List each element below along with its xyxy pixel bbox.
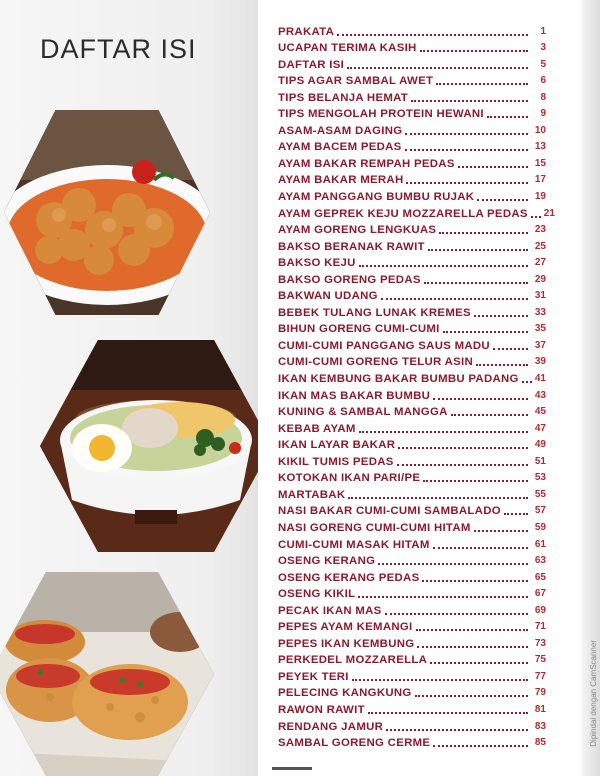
- toc-entry-label: BAKSO BERANAK RAWIT: [278, 240, 425, 253]
- toc-entry-page: 47: [534, 422, 546, 434]
- toc-entry-page: 33: [534, 306, 546, 318]
- toc-leader-dots: [347, 67, 528, 69]
- toc-entry-label: CUMI-CUMI PANGGANG SAUS MADU: [278, 339, 490, 352]
- scanner-watermark: Dipindai dengan CamScanner: [589, 640, 598, 747]
- toc-entry-label: KIKIL TUMIS PEDAS: [278, 455, 394, 468]
- toc-entry-page: 23: [534, 224, 546, 236]
- toc-entry-page: 41: [534, 373, 546, 385]
- toc-entry-label: PERKEDEL MOZZARELLA: [278, 654, 428, 667]
- toc-entry: [278, 601, 546, 618]
- toc-entry-page: 5: [540, 58, 546, 70]
- toc-entry-label: AYAM BAKAR MERAH: [278, 174, 404, 187]
- toc-leader-dots: [415, 695, 528, 697]
- toc-entry: [278, 221, 546, 238]
- toc-leader-dots: [433, 398, 528, 400]
- toc-entry-page: 15: [534, 157, 546, 169]
- page-title: DAFTAR ISI: [40, 34, 197, 64]
- toc-entry-page: 29: [534, 273, 546, 285]
- toc-entry-page: 13: [534, 141, 546, 153]
- toc-entry-page: 85: [534, 737, 546, 749]
- toc-entry: [278, 651, 546, 668]
- toc-entry-label: BIHUN GORENG CUMI-CUMI: [278, 323, 440, 336]
- toc-leader-dots: [405, 149, 528, 151]
- toc-leader-dots: [424, 282, 528, 284]
- toc-entry: [278, 55, 546, 72]
- toc-leader-dots: [378, 563, 528, 565]
- toc-leader-dots: [386, 729, 528, 731]
- toc-entry-page: 1: [540, 25, 546, 37]
- toc-leader-dots: [474, 315, 528, 317]
- toc-entry: [278, 734, 546, 751]
- toc-entry-label: AYAM GEPREK KEJU MOZZARELLA PEDAS: [278, 207, 528, 220]
- food-photo-rice-bowl: [40, 340, 272, 552]
- right-page: [258, 0, 600, 776]
- toc-entry: [278, 72, 546, 89]
- food-photo-fried-calamari: [4, 110, 210, 315]
- footer-mark: [272, 767, 312, 770]
- toc-entry: [278, 287, 546, 304]
- toc-entry-label: BAKSO KEJU: [278, 257, 356, 270]
- toc-leader-dots: [430, 662, 528, 664]
- toc-entry-page: 71: [534, 621, 546, 633]
- toc-entry-page: 55: [534, 488, 546, 500]
- toc-entry-page: 65: [534, 571, 546, 583]
- toc-entry: [278, 568, 546, 585]
- toc-entry: [278, 419, 546, 436]
- toc-leader-dots: [359, 431, 528, 433]
- toc-entry-label: IKAN LAYAR BAKAR: [278, 439, 396, 452]
- toc-entry-page: 6: [540, 75, 546, 87]
- toc-leader-dots: [433, 547, 528, 549]
- toc-leader-dots: [487, 116, 528, 118]
- toc-entry-label: DAFTAR ISI: [278, 58, 345, 71]
- toc-entry-page: 9: [540, 108, 546, 120]
- toc-entry-page: 49: [534, 439, 546, 451]
- toc-entry-page: 10: [534, 124, 546, 136]
- toc-entry: [278, 237, 546, 254]
- toc-entry-label: TIPS BELANJA HEMAT: [278, 91, 409, 104]
- toc-entry-page: 51: [534, 455, 546, 467]
- toc-leader-dots: [420, 50, 528, 52]
- toc-entry: [278, 386, 546, 403]
- toc-entry-page: 21: [543, 207, 555, 219]
- rice-bowl-image: [40, 340, 272, 552]
- toc-entry: [278, 154, 546, 171]
- toc-entry-label: KUNING & SAMBAL MANGGA: [278, 406, 448, 419]
- table-of-contents: [278, 22, 555, 750]
- toc-leader-dots: [398, 447, 528, 449]
- toc-leader-dots: [359, 265, 528, 267]
- toc-entry-label: NASI GORENG CUMI-CUMI HITAM: [278, 521, 471, 534]
- toc-entry-label: RAWON RAWIT: [278, 703, 365, 716]
- toc-entry-label: KOTOKAN IKAN PARI/PE: [278, 472, 421, 485]
- toc-leader-dots: [348, 497, 528, 499]
- toc-entry: [278, 618, 546, 635]
- toc-leader-dots: [531, 216, 541, 218]
- toc-entry-page: 67: [534, 588, 546, 600]
- toc-entry-page: 59: [534, 521, 546, 533]
- toc-entry: [278, 585, 546, 602]
- toc-leader-dots: [493, 348, 528, 350]
- toc-entry-page: 63: [534, 555, 546, 567]
- toc-entry: [278, 684, 546, 701]
- toc-entry-label: SAMBAL GORENG CERME: [278, 737, 431, 750]
- toc-leader-dots: [433, 745, 528, 747]
- toc-entry-page: 81: [534, 703, 546, 715]
- toc-leader-dots: [436, 83, 528, 85]
- toc-entry: [278, 187, 546, 204]
- toc-entry-label: KEBAB AYAM: [278, 422, 356, 435]
- toc-entry-label: TIPS AGAR SAMBAL AWET: [278, 75, 434, 88]
- toc-leader-dots: [522, 381, 532, 383]
- toc-leader-dots: [411, 100, 528, 102]
- toc-leader-dots: [358, 596, 528, 598]
- toc-leader-dots: [416, 629, 528, 631]
- toc-entry-page: 43: [534, 389, 546, 401]
- toc-entry-label: OSENG KERANG PEDAS: [278, 571, 420, 584]
- toc-entry: [278, 303, 546, 320]
- toc-leader-dots: [417, 646, 528, 648]
- toc-entry-label: IKAN MAS BAKAR BUMBU: [278, 389, 431, 402]
- toc-entry-page: 69: [534, 604, 546, 616]
- toc-entry-page: 39: [534, 356, 546, 368]
- toc-entry: [278, 88, 546, 105]
- toc-entry-label: AYAM BACEM PEDAS: [278, 141, 402, 154]
- toc-entry-page: 45: [534, 406, 546, 418]
- toc-leader-dots: [381, 298, 528, 300]
- toc-leader-dots: [405, 133, 528, 135]
- toc-entry: [278, 700, 546, 717]
- toc-entry: [278, 452, 546, 469]
- toc-leader-dots: [477, 199, 528, 201]
- toc-entry: [278, 254, 546, 271]
- toc-entry: [278, 105, 546, 122]
- toc-entry-label: AYAM PANGGANG BUMBU RUJAK: [278, 191, 475, 204]
- toc-leader-dots: [439, 232, 528, 234]
- toc-entry: [278, 717, 546, 734]
- toc-entry: [278, 39, 546, 56]
- toc-entry-label: PEPES IKAN KEMBUNG: [278, 637, 415, 650]
- toc-entry-label: ASAM-ASAM DAGING: [278, 124, 403, 137]
- toc-leader-dots: [428, 249, 528, 251]
- toc-entry-label: AYAM BAKAR REMPAH PEDAS: [278, 157, 455, 170]
- toc-entry: [278, 336, 546, 353]
- toc-entry: [278, 485, 546, 502]
- toc-entry: [278, 667, 546, 684]
- toc-entry-label: PEYEK TERI: [278, 670, 349, 683]
- toc-leader-dots: [423, 480, 528, 482]
- toc-entry: [278, 204, 555, 221]
- toc-leader-dots: [443, 331, 528, 333]
- toc-entry: [278, 518, 546, 535]
- toc-entry-label: CUMI-CUMI MASAK HITAM: [278, 538, 430, 551]
- toc-entry-page: 83: [534, 720, 546, 732]
- toc-entry-page: 79: [534, 687, 546, 699]
- toc-entry-page: 3: [540, 42, 546, 54]
- toc-entry-label: UCAPAN TERIMA KASIH: [278, 42, 417, 55]
- toc-entry-page: 77: [534, 670, 546, 682]
- toc-entry-page: 31: [534, 290, 546, 302]
- toc-entry-page: 35: [534, 323, 546, 335]
- toc-leader-dots: [422, 580, 528, 582]
- fish-cakes-image: [0, 572, 214, 776]
- toc-leader-dots: [474, 530, 528, 532]
- toc-entry-label: IKAN KEMBUNG BAKAR BUMBU PADANG: [278, 373, 519, 386]
- toc-entry: [278, 353, 546, 370]
- toc-entry: [278, 270, 546, 287]
- toc-entry-page: 25: [534, 240, 546, 252]
- toc-entry-page: 17: [534, 174, 546, 186]
- toc-entry-label: NASI BAKAR CUMI-CUMI SAMBALADO: [278, 505, 501, 518]
- toc-leader-dots: [406, 182, 528, 184]
- left-page: [0, 0, 258, 776]
- toc-entry-page: 57: [534, 505, 546, 517]
- toc-entry-label: PEPES AYAM KEMANGI: [278, 621, 413, 634]
- toc-leader-dots: [458, 166, 528, 168]
- toc-entry-label: MARTABAK: [278, 488, 346, 501]
- toc-entry-label: BEBEK TULANG LUNAK KREMES: [278, 306, 471, 319]
- toc-entry: [278, 138, 546, 155]
- toc-entry: [278, 320, 546, 337]
- toc-entry-page: 27: [534, 257, 546, 269]
- toc-entry-label: TIPS MENGOLAH PROTEIN HEWANI: [278, 108, 484, 121]
- fried-calamari-image: [4, 110, 210, 315]
- toc-entry-page: 53: [534, 472, 546, 484]
- toc-entry-label: OSENG KIKIL: [278, 588, 356, 601]
- toc-entry-page: 37: [534, 339, 546, 351]
- toc-entry: [278, 535, 546, 552]
- toc-leader-dots: [368, 712, 528, 714]
- food-photo-fish-cakes: [0, 572, 214, 776]
- toc-entry-label: PELECING KANGKUNG: [278, 687, 412, 700]
- toc-entry: [278, 403, 546, 420]
- toc-entry-page: 73: [534, 637, 546, 649]
- toc-entry-label: OSENG KERANG: [278, 555, 376, 568]
- toc-leader-dots: [337, 34, 528, 36]
- toc-entry-page: 19: [534, 191, 546, 203]
- toc-entry: [278, 121, 546, 138]
- toc-entry-page: 75: [534, 654, 546, 666]
- toc-entry-label: CUMI-CUMI GORENG TELUR ASIN: [278, 356, 473, 369]
- toc-leader-dots: [504, 513, 528, 515]
- toc-entry: [278, 22, 546, 39]
- toc-entry-label: PECAK IKAN MAS: [278, 604, 382, 617]
- toc-entry: [278, 436, 546, 453]
- toc-entry-page: 61: [534, 538, 546, 550]
- toc-entry: [278, 634, 546, 651]
- toc-entry-label: AYAM GORENG LENGKUAS: [278, 224, 437, 237]
- toc-leader-dots: [385, 613, 528, 615]
- toc-entry: [278, 502, 546, 519]
- toc-entry: [278, 469, 546, 486]
- toc-entry-label: PRAKATA: [278, 25, 335, 38]
- toc-entry-label: BAKSO GORENG PEDAS: [278, 273, 421, 286]
- toc-entry-label: BAKWAN UDANG: [278, 290, 378, 303]
- toc-entry: [278, 171, 546, 188]
- toc-entry-label: RENDANG JAMUR: [278, 720, 384, 733]
- toc-leader-dots: [352, 679, 528, 681]
- toc-entry: [278, 552, 546, 569]
- toc-leader-dots: [451, 414, 528, 416]
- toc-entry-page: 8: [540, 91, 546, 103]
- toc-leader-dots: [476, 364, 528, 366]
- toc-leader-dots: [397, 464, 528, 466]
- toc-entry: [278, 369, 546, 386]
